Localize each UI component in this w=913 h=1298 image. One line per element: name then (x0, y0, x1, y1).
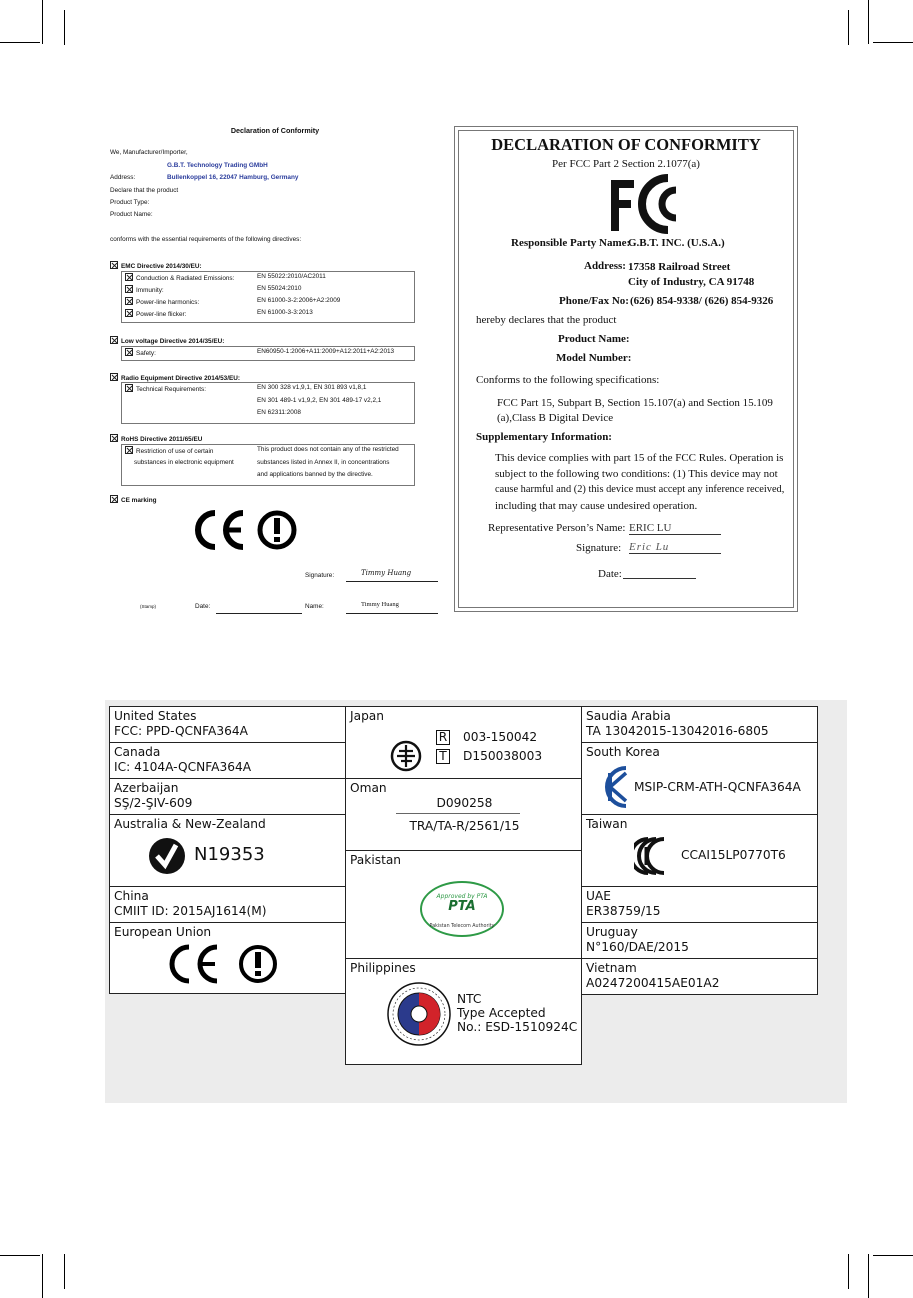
eu-product-name: Product Name: (110, 211, 153, 218)
cert-cell-australia (109, 814, 346, 887)
checkbox-checked-icon (110, 336, 118, 344)
fcc-sig: Eric Lu (629, 541, 721, 554)
pta-logo-top: Approved by PTA (436, 893, 488, 900)
ncc-mark-icon (634, 835, 678, 877)
eu-section-rohs: RoHS Directive 2011/65/EU (110, 434, 202, 445)
crop-mark (0, 1255, 40, 1256)
eu-rohs-value: This product does not contain any of the restricted (257, 446, 399, 453)
fcc-product-name: Product Name: (558, 333, 630, 345)
cert-value: D150038003 (463, 749, 543, 763)
fcc-rep: ERIC LU (629, 522, 721, 535)
fcc-phone-label: Phone/Fax No: (559, 295, 629, 307)
eu-conforms: conforms with the essential requirements of the following directives: (110, 236, 302, 243)
country-label: South Korea (586, 745, 660, 759)
crop-mark (64, 10, 65, 45)
fcc-supp-line: This device complies with part 15 of the FCC Rules. Operation is (495, 452, 784, 464)
country-label: Australia & New-Zealand (114, 817, 266, 831)
cert-value: N°160/DAE/2015 (586, 940, 689, 954)
checkbox-checked-icon (125, 446, 133, 454)
checkbox-checked-icon (125, 285, 133, 293)
eu-ce-marking: CE marking (110, 495, 157, 506)
crop-mark (64, 1254, 65, 1289)
cert-value: D090258 (436, 796, 493, 810)
date-line (623, 578, 696, 579)
name-line (346, 613, 438, 614)
country-label: Taiwan (586, 817, 628, 831)
signature-line (346, 581, 438, 582)
eu-signature-label: Signature: (305, 572, 335, 579)
cert-value: No.: ESD-1510924C (457, 1020, 578, 1034)
cert-cell-taiwan (581, 814, 818, 887)
cert-cell-azerbaijan (109, 778, 346, 815)
fcc-subtitle: Per FCC Part 2 Section 2.1077(a) (552, 158, 700, 170)
eu-product-type: Product Type: (110, 199, 150, 206)
eu-section-red: Radio Equipment Directive 2014/53/EU: (110, 373, 240, 384)
eu-lvd-row: Safety: (125, 348, 156, 359)
fcc-spec1: FCC Part 15, Subpart B, Section 15.107(a) and Section 15.109 (497, 397, 773, 409)
ntc-seal-icon (386, 981, 452, 1047)
cert-value: TRA/TA-R/2561/15 (409, 819, 520, 833)
checkbox-checked-icon (125, 297, 133, 305)
crop-mark (873, 42, 913, 43)
cert-cell-canada (109, 742, 346, 779)
eu-declare: Declare that the product (110, 187, 179, 194)
cert-cell-korea (581, 742, 818, 815)
eu-intro: We, Manufacturer/Importer, (110, 149, 188, 156)
eu-emc-row: Immunity: (125, 285, 164, 296)
eu-rohs-label2: substances in electronic equipment (134, 459, 234, 466)
crop-mark (868, 1254, 869, 1298)
fcc-party-label: Responsible Party Name: (511, 237, 631, 249)
ce-alert-mark-icon (168, 943, 288, 985)
country-label: Philippines (350, 961, 416, 975)
pta-logo-bottom: Pakistan Telecom Authority (429, 924, 495, 929)
eu-emc-value: EN 55022:2010/AC2011 (257, 273, 326, 280)
country-label: Canada (114, 745, 161, 759)
eu-emc-row: Power-line flicker: (125, 309, 186, 320)
fcc-address2: City of Industry, CA 91748 (628, 276, 755, 288)
cert-cell-vietnam (581, 958, 818, 995)
eu-rohs-value: and applications banned by the directive. (257, 471, 373, 478)
crop-mark (868, 0, 869, 44)
cert-cell-eu (109, 922, 346, 994)
eu-stamp: (Stamp) (140, 604, 157, 609)
cert-value: SŞ/2-ŞIV-609 (114, 796, 193, 810)
japan-giteki-icon (390, 740, 422, 772)
cert-value: IC: 4104A-QCNFA364A (114, 760, 252, 774)
eu-emc-row: Conduction & Radiated Emissions: (125, 273, 234, 284)
eu-address: Bullenkoppel 16, 22047 Hamburg, Germany (167, 174, 299, 181)
country-label: United States (114, 709, 197, 723)
fcc-hereby: hereby declares that the product (476, 314, 617, 326)
fcc-date-label: Date: (598, 568, 622, 580)
fcc-address-label: Address: (584, 260, 626, 272)
fcc-conforms: Conforms to the following specifications: (476, 374, 660, 386)
cert-value: A0247200415AE01A2 (586, 976, 720, 990)
eu-rohs-row: Restriction of use of certain (125, 446, 213, 457)
cert-value: MSIP-CRM-ATH-QCNFA364A (634, 780, 801, 794)
country-label: Pakistan (350, 853, 402, 867)
cert-cell-us (109, 706, 346, 743)
country-label: European Union (114, 925, 212, 939)
cert-value: ER38759/15 (586, 904, 661, 918)
cert-value: Type Accepted (457, 1006, 546, 1020)
fcc-logo-icon (608, 174, 690, 234)
cert-value: NTC (457, 992, 482, 1006)
pta-logo-mark: PTA (448, 899, 476, 914)
date-line (216, 613, 302, 614)
ce-alert-mark-icon (193, 508, 301, 552)
fcc-phone: (626) 854-9338/ (626) 854-9326 (630, 295, 774, 307)
country-label: Oman (350, 781, 387, 795)
cert-value: CCAI15LP0770T6 (681, 848, 786, 862)
cert-cell-uruguay (581, 922, 818, 959)
eu-lvd-value: EN60950-1:2006+A11:2009+A12:2011+A2:2013 (257, 348, 395, 355)
country-label: Japan (350, 709, 384, 723)
fcc-supp-line: cause harmful and (2) this device must accept any inference received, (495, 484, 785, 495)
eu-address-label: Address: (110, 174, 136, 181)
cert-cell-philippines (345, 958, 582, 1065)
eu-red-row: Technical Requirements: (125, 384, 206, 395)
country-label: Uruguay (586, 925, 638, 939)
cert-cell-oman (345, 778, 582, 851)
eu-red-value: EN 300 328 v1,9,1, EN 301 893 v1,8,1 (257, 384, 367, 391)
cert-cell-saudi (581, 706, 818, 743)
eu-section-lvd: Low voltage Directive 2014/35/EU: (110, 336, 224, 347)
fcc-party: G.B.T. INC. (U.S.A.) (628, 237, 725, 249)
crop-mark (873, 1255, 913, 1256)
fcc-title: DECLARATION OF CONFORMITY (491, 135, 761, 154)
fcc-rep-label: Representative Person’s Name: (488, 522, 626, 534)
checkbox-checked-icon (125, 273, 133, 281)
eu-emc-row: Power-line harmonics: (125, 297, 199, 308)
fcc-supp-line: including that may cause undesired operation. (495, 500, 698, 512)
crop-mark (848, 10, 849, 45)
country-label: Vietnam (586, 961, 637, 975)
checkbox-checked-icon (125, 384, 133, 392)
checkbox-checked-icon (125, 309, 133, 317)
cert-cell-china (109, 886, 346, 923)
japan-r-mark: R (436, 730, 450, 745)
eu-name-label: Name: (305, 603, 324, 610)
fcc-declaration (454, 126, 798, 612)
fcc-spec2: (a),Class B Digital Device (497, 412, 614, 424)
checkbox-checked-icon (110, 261, 118, 269)
rcm-tick-icon (148, 837, 186, 875)
kc-mark-icon (600, 765, 632, 809)
divider (396, 813, 520, 814)
cert-cell-pakistan (345, 850, 582, 959)
eu-date-label: Date: (195, 603, 211, 610)
crop-mark (42, 1254, 43, 1298)
cert-value: N19353 (194, 844, 265, 865)
country-label: UAE (586, 889, 611, 903)
crop-mark (848, 1254, 849, 1289)
checkbox-checked-icon (110, 434, 118, 442)
country-label: China (114, 889, 149, 903)
eu-red-value: EN 62311:2008 (257, 409, 301, 416)
cert-cell-uae (581, 886, 818, 923)
fcc-address1: 17358 Railroad Street (628, 261, 731, 273)
cert-cell-japan (345, 706, 582, 779)
eu-company: G.B.T. Technology Trading GMbH (167, 162, 268, 169)
fcc-supp-line: subject to the following two conditions: (1) This device may not (495, 468, 778, 480)
fcc-supp-label: Supplementary Information: (476, 431, 612, 443)
cert-value: FCC: PPD-QCNFA364A (114, 724, 248, 738)
pta-logo (420, 881, 504, 937)
eu-declaration (105, 120, 445, 620)
country-label: Azerbaijan (114, 781, 179, 795)
cert-value: 003-150042 (463, 730, 538, 744)
cert-value: CMIIT ID: 2015AJ1614(M) (114, 904, 267, 918)
country-label: Saudia Arabia (586, 709, 671, 723)
eu-name: Timmy Huang (361, 601, 399, 608)
checkbox-checked-icon (110, 495, 118, 503)
eu-signature: Timmy Huang (361, 569, 412, 577)
japan-t-mark: T (436, 749, 450, 764)
eu-emc-value: EN 61000-3-3:2013 (257, 309, 313, 316)
eu-emc-value: EN 61000-3-2:2006+A2:2009 (257, 297, 341, 304)
eu-emc-value: EN 55024:2010 (257, 285, 302, 292)
cert-value: TA 13042015-13042016-6805 (586, 724, 769, 738)
eu-declaration-title: Declaration of Conformity (230, 126, 320, 135)
fcc-model-number: Model Number: (556, 352, 632, 364)
checkbox-checked-icon (125, 348, 133, 356)
eu-rohs-value: substances listed in Annex II, in concentrations (257, 459, 390, 466)
crop-mark (0, 42, 40, 43)
eu-section-emc: EMC Directive 2014/30/EU: (110, 261, 202, 272)
checkbox-checked-icon (110, 373, 118, 381)
crop-mark (42, 0, 43, 44)
fcc-sig-label: Signature: (576, 542, 622, 554)
eu-red-value: EN 301 489-1 v1,9,2, EN 301 489-17 v2,2,1 (257, 397, 382, 404)
